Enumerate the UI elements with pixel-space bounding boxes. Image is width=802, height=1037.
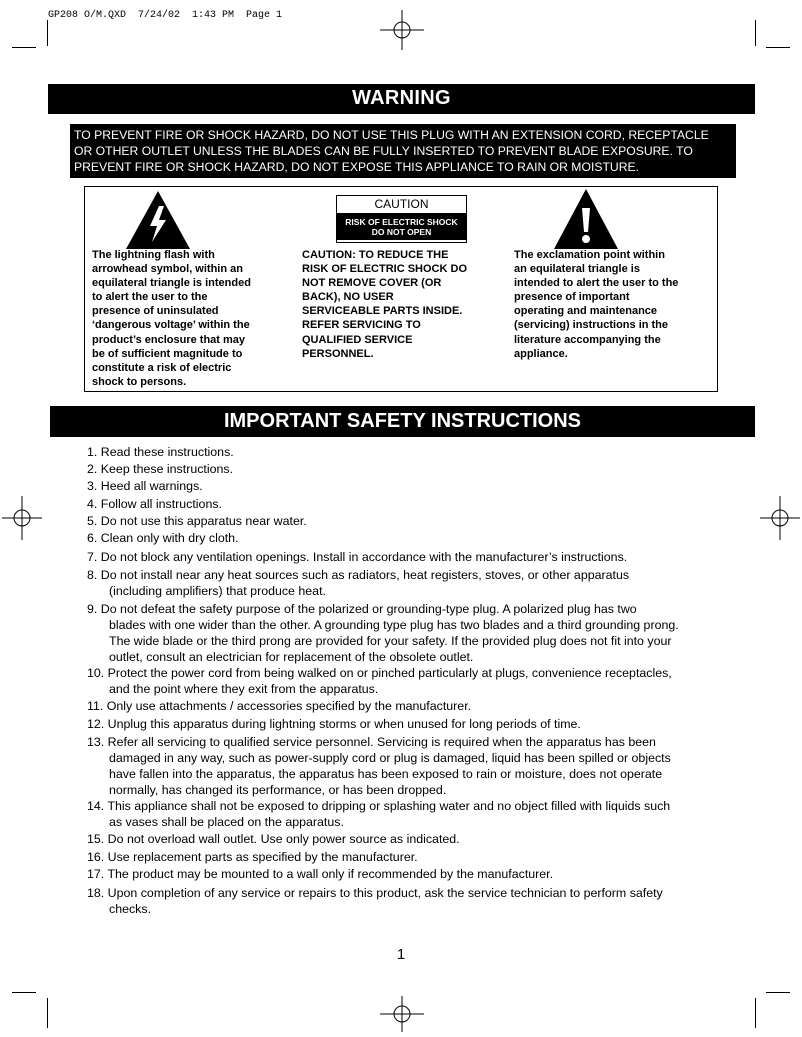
description-line: ‘dangerous voltage’ within the: [92, 319, 250, 332]
registration-mark-icon: [760, 496, 800, 540]
item-line: have fallen into the apparatus, the apparatus has been exposed to rain or moisture, does not operate: [109, 767, 663, 781]
description-line: BACK), NO USER: [302, 291, 394, 304]
item-line: 17. The product may be mounted to a wall only if recommended by the manufacturer.: [87, 867, 554, 881]
list-item: [87, 866, 727, 882]
description-line: RISK OF ELECTRIC SHOCK DO: [302, 263, 468, 276]
description-line: shock to persons.: [92, 375, 187, 388]
list-item: [87, 496, 727, 512]
item-line: 4. Follow all instructions.: [87, 497, 222, 511]
item-line: 2. Keep these instructions.: [87, 462, 234, 476]
list-item: [87, 665, 727, 697]
item-line: 14. This appliance shall not be exposed to dripping or splashing water and no object filled with liquids such: [87, 799, 671, 813]
item-line: The wide blade or the third prong are provided for your safety. If the provided plug does not fit into your: [109, 634, 672, 648]
list-item: [87, 849, 727, 865]
caution-label-sub: [337, 214, 466, 240]
description-line: to alert the user to the: [92, 291, 208, 304]
lightning-description: [92, 248, 292, 389]
page-number: 1: [396, 946, 406, 963]
list-item: [87, 567, 727, 599]
item-line: 11. Only use attachments / accessories specified by the manufacturer.: [87, 699, 472, 713]
list-item: [87, 698, 727, 714]
warning-line: PREVENT FIRE OR SHOCK HAZARD, DO NOT EXPOSE THIS APPLIANCE TO RAIN OR MOISTURE.: [74, 160, 640, 174]
safety-heading: IMPORTANT SAFETY INSTRUCTIONS: [50, 406, 755, 437]
description-line: QUALIFIED SERVICE: [302, 333, 413, 346]
list-item: [87, 798, 727, 830]
description-line: REFER SERVICING TO: [302, 319, 421, 332]
warning-heading: WARNING: [48, 84, 755, 114]
description-line: appliance.: [514, 347, 568, 360]
item-line: 15. Do not overload wall outlet. Use only power source as indicated.: [87, 832, 460, 846]
description-line: intended to alert the user to the: [514, 277, 679, 290]
symbol-explanation-box: [84, 186, 718, 392]
warning-line: TO PREVENT FIRE OR SHOCK HAZARD, DO NOT USE THIS PLUG WITH AN EXTENSION CORD, RECEPTACLE: [74, 128, 709, 142]
item-line: 13. Refer all servicing to qualified service personnel. Servicing is required when the apparatus has been: [87, 735, 656, 749]
description-line: SERVICEABLE PARTS INSIDE.: [302, 305, 463, 318]
description-line: constitute a risk of electric: [92, 361, 232, 374]
caution-description: [302, 248, 502, 361]
registration-mark-icon: [2, 496, 42, 540]
description-line: The lightning flash with: [92, 249, 215, 261]
item-line: and the point where they exit from the apparatus.: [109, 682, 379, 696]
description-line: presence of uninsulated: [92, 305, 219, 318]
list-item: [87, 513, 727, 529]
description-line: operating and maintenance: [514, 305, 658, 318]
item-line: 18. Upon completion of any service or repairs to this product, ask the service technician to perform safety: [87, 886, 663, 900]
item-line: normally, has changed its performance, or has been dropped.: [109, 783, 447, 797]
lightning-warning-icon: [125, 190, 191, 250]
description-line: The exclamation point within: [514, 249, 665, 261]
description-line: equilateral triangle is intended: [92, 277, 251, 290]
description-line: arrowhead symbol, within an: [92, 263, 243, 276]
description-line: (servicing) instructions in the: [514, 319, 669, 332]
list-item: [87, 461, 727, 477]
item-line: (including amplifiers) that produce heat.: [109, 584, 326, 598]
description-line: NOT REMOVE COVER (OR: [302, 277, 442, 290]
list-item: [87, 734, 727, 798]
item-line: blades with one wider than the other. A grounding type plug has two blades and a third grounding prong.: [109, 618, 679, 632]
item-line: 8. Do not install near any heat sources such as radiators, heat registers, stoves, or other apparatus: [87, 568, 630, 582]
list-item: [87, 444, 727, 460]
caution-label: [336, 195, 467, 243]
item-line: 10. Protect the power cord from being walked on or pinched particularly at plugs, convenience receptacles,: [87, 666, 672, 680]
item-line: damaged in any way, such as power-supply cord or plug is damaged, liquid has been spilled or objects: [109, 751, 671, 765]
caution-sub-line: RISK OF ELECTRIC SHOCK: [345, 217, 458, 227]
item-line: 1. Read these instructions.: [87, 445, 234, 459]
item-line: 12. Unplug this apparatus during lightning storms or when unused for long periods of time.: [87, 717, 581, 731]
item-line: 9. Do not defeat the safety purpose of the polarized or grounding-type plug. A polarized plug has two: [87, 602, 637, 616]
item-line: 3. Heed all warnings.: [87, 479, 203, 493]
item-line: outlet, consult an electrician for replacement of the obsolete outlet.: [109, 650, 474, 664]
description-line: CAUTION: TO REDUCE THE: [302, 249, 449, 261]
caution-sub-line: DO NOT OPEN: [371, 227, 432, 237]
warning-line: OR OTHER OUTLET UNLESS THE BLADES CAN BE FULLY INSERTED TO PREVENT BLADE EXPOSURE. TO: [74, 144, 693, 158]
registration-mark-icon: [380, 10, 424, 50]
description-line: product’s enclosure that may: [92, 333, 246, 346]
list-item: [87, 478, 727, 494]
item-line: checks.: [109, 902, 152, 916]
description-line: presence of important: [514, 291, 630, 304]
caution-label-title: CAUTION: [337, 196, 466, 214]
description-line: an equilateral triangle is: [514, 263, 640, 276]
item-line: 7. Do not block any ventilation openings. Install in accordance with the manufacturer’s instructions.: [87, 550, 628, 564]
item-line: 6. Clean only with dry cloth.: [87, 531, 239, 545]
list-item: [87, 601, 727, 665]
print-slug: GP208 O/M.QXD 7/24/02 1:43 PM Page 1: [48, 10, 283, 21]
list-item: [87, 831, 727, 847]
registration-mark-icon: [380, 996, 424, 1032]
item-line: 16. Use replacement parts as specified by the manufacturer.: [87, 850, 418, 864]
item-line: as vases shall be placed on the apparatus.: [109, 815, 344, 829]
list-item: [87, 530, 727, 546]
description-line: be of sufficient magnitude to: [92, 347, 243, 360]
exclamation-description: [514, 248, 714, 361]
description-line: literature accompanying the: [514, 333, 661, 346]
list-item: [87, 549, 727, 565]
list-item: [87, 885, 727, 917]
description-line: PERSONNEL.: [302, 347, 374, 360]
item-line: 5. Do not use this apparatus near water.: [87, 514, 307, 528]
list-item: [87, 716, 727, 732]
exclamation-warning-icon: [553, 188, 619, 250]
warning-notice: [70, 124, 736, 178]
